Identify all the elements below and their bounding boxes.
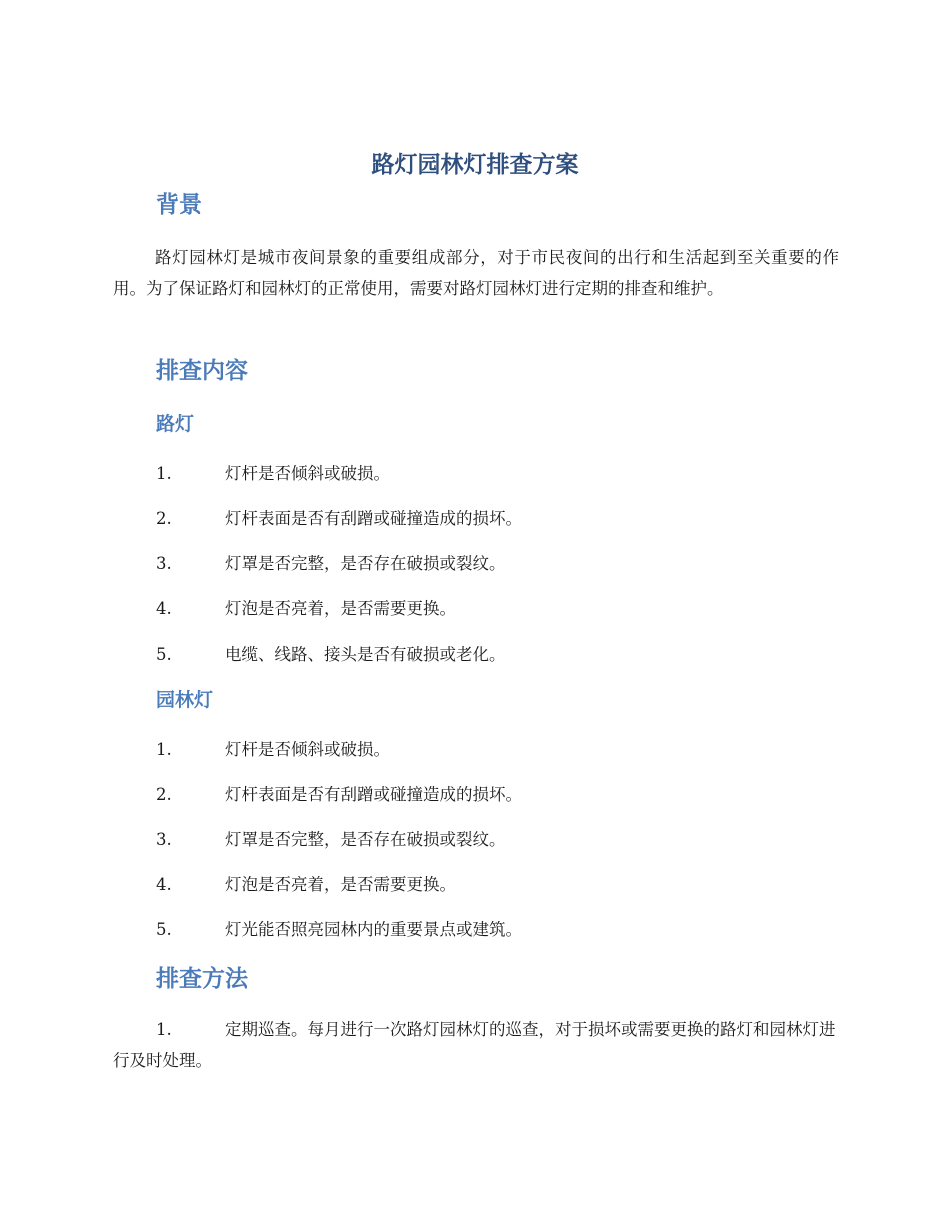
list-item (156, 643, 846, 667)
list-item-number: 5. (156, 645, 172, 664)
list-item-number: 3. (156, 830, 172, 849)
list-item (156, 507, 846, 531)
list-item-text: 灯罩是否完整，是否存在破损或裂纹。 (225, 830, 506, 849)
list-item-text: 灯泡是否亮着，是否需要更换。 (225, 599, 456, 618)
list-item-text: 灯杆表面是否有刮蹭或碰撞造成的损坏。 (225, 785, 522, 804)
heading-inspection-method: 排查方法 (156, 966, 248, 992)
list-item-text: 灯杆是否倾斜或破损。 (225, 740, 390, 759)
list-item (156, 828, 846, 852)
list-item (156, 462, 846, 486)
list-item-number: 4. (156, 875, 172, 894)
list-item-number: 1. (156, 464, 172, 483)
list-item-number: 2. (156, 785, 172, 804)
list-item-text: 灯杆是否倾斜或破损。 (225, 464, 390, 483)
list-item (156, 552, 846, 576)
list-item-text: 灯光能否照亮园林内的重要景点或建筑。 (225, 920, 522, 939)
list-item-text: 定期巡查。每月进行一次路灯园林灯的巡查，对于损坏或需要更换的路灯和园林灯进行及时处理。 (113, 1020, 836, 1070)
list-item-text: 灯杆表面是否有刮蹭或碰撞造成的损坏。 (225, 509, 522, 528)
list-item-text: 电缆、线路、接头是否有破损或老化。 (225, 645, 506, 664)
list-item-number: 4. (156, 599, 172, 618)
list-item (156, 738, 846, 762)
method-item (113, 1014, 839, 1076)
list-item-number: 1. (156, 740, 172, 759)
list-item (156, 873, 846, 897)
list-item (156, 597, 846, 621)
list-item (156, 918, 846, 942)
list-item-number: 5. (156, 920, 172, 939)
list-item-text: 灯泡是否亮着，是否需要更换。 (225, 875, 456, 894)
heading-garden-lights: 园林灯 (156, 689, 214, 711)
heading-street-lights: 路灯 (156, 413, 195, 435)
document-title: 路灯园林灯排查方案 (371, 152, 579, 178)
list-item-text: 灯罩是否完整，是否存在破损或裂纹。 (225, 554, 506, 573)
list-item-number: 1. (156, 1020, 172, 1039)
list-item-number: 2. (156, 509, 172, 528)
heading-background: 背景 (156, 192, 202, 218)
heading-inspection-content: 排查内容 (156, 358, 248, 384)
background-paragraph: 路灯园林灯是城市夜间景象的重要组成部分，对于市民夜间的出行和生活起到至关重要的作用。为了保证路灯和园林灯的正常使用，需要对路灯园林灯进行定期的排查和维护。 (113, 248, 839, 298)
list-item (156, 783, 846, 807)
list-item-number: 3. (156, 554, 172, 573)
